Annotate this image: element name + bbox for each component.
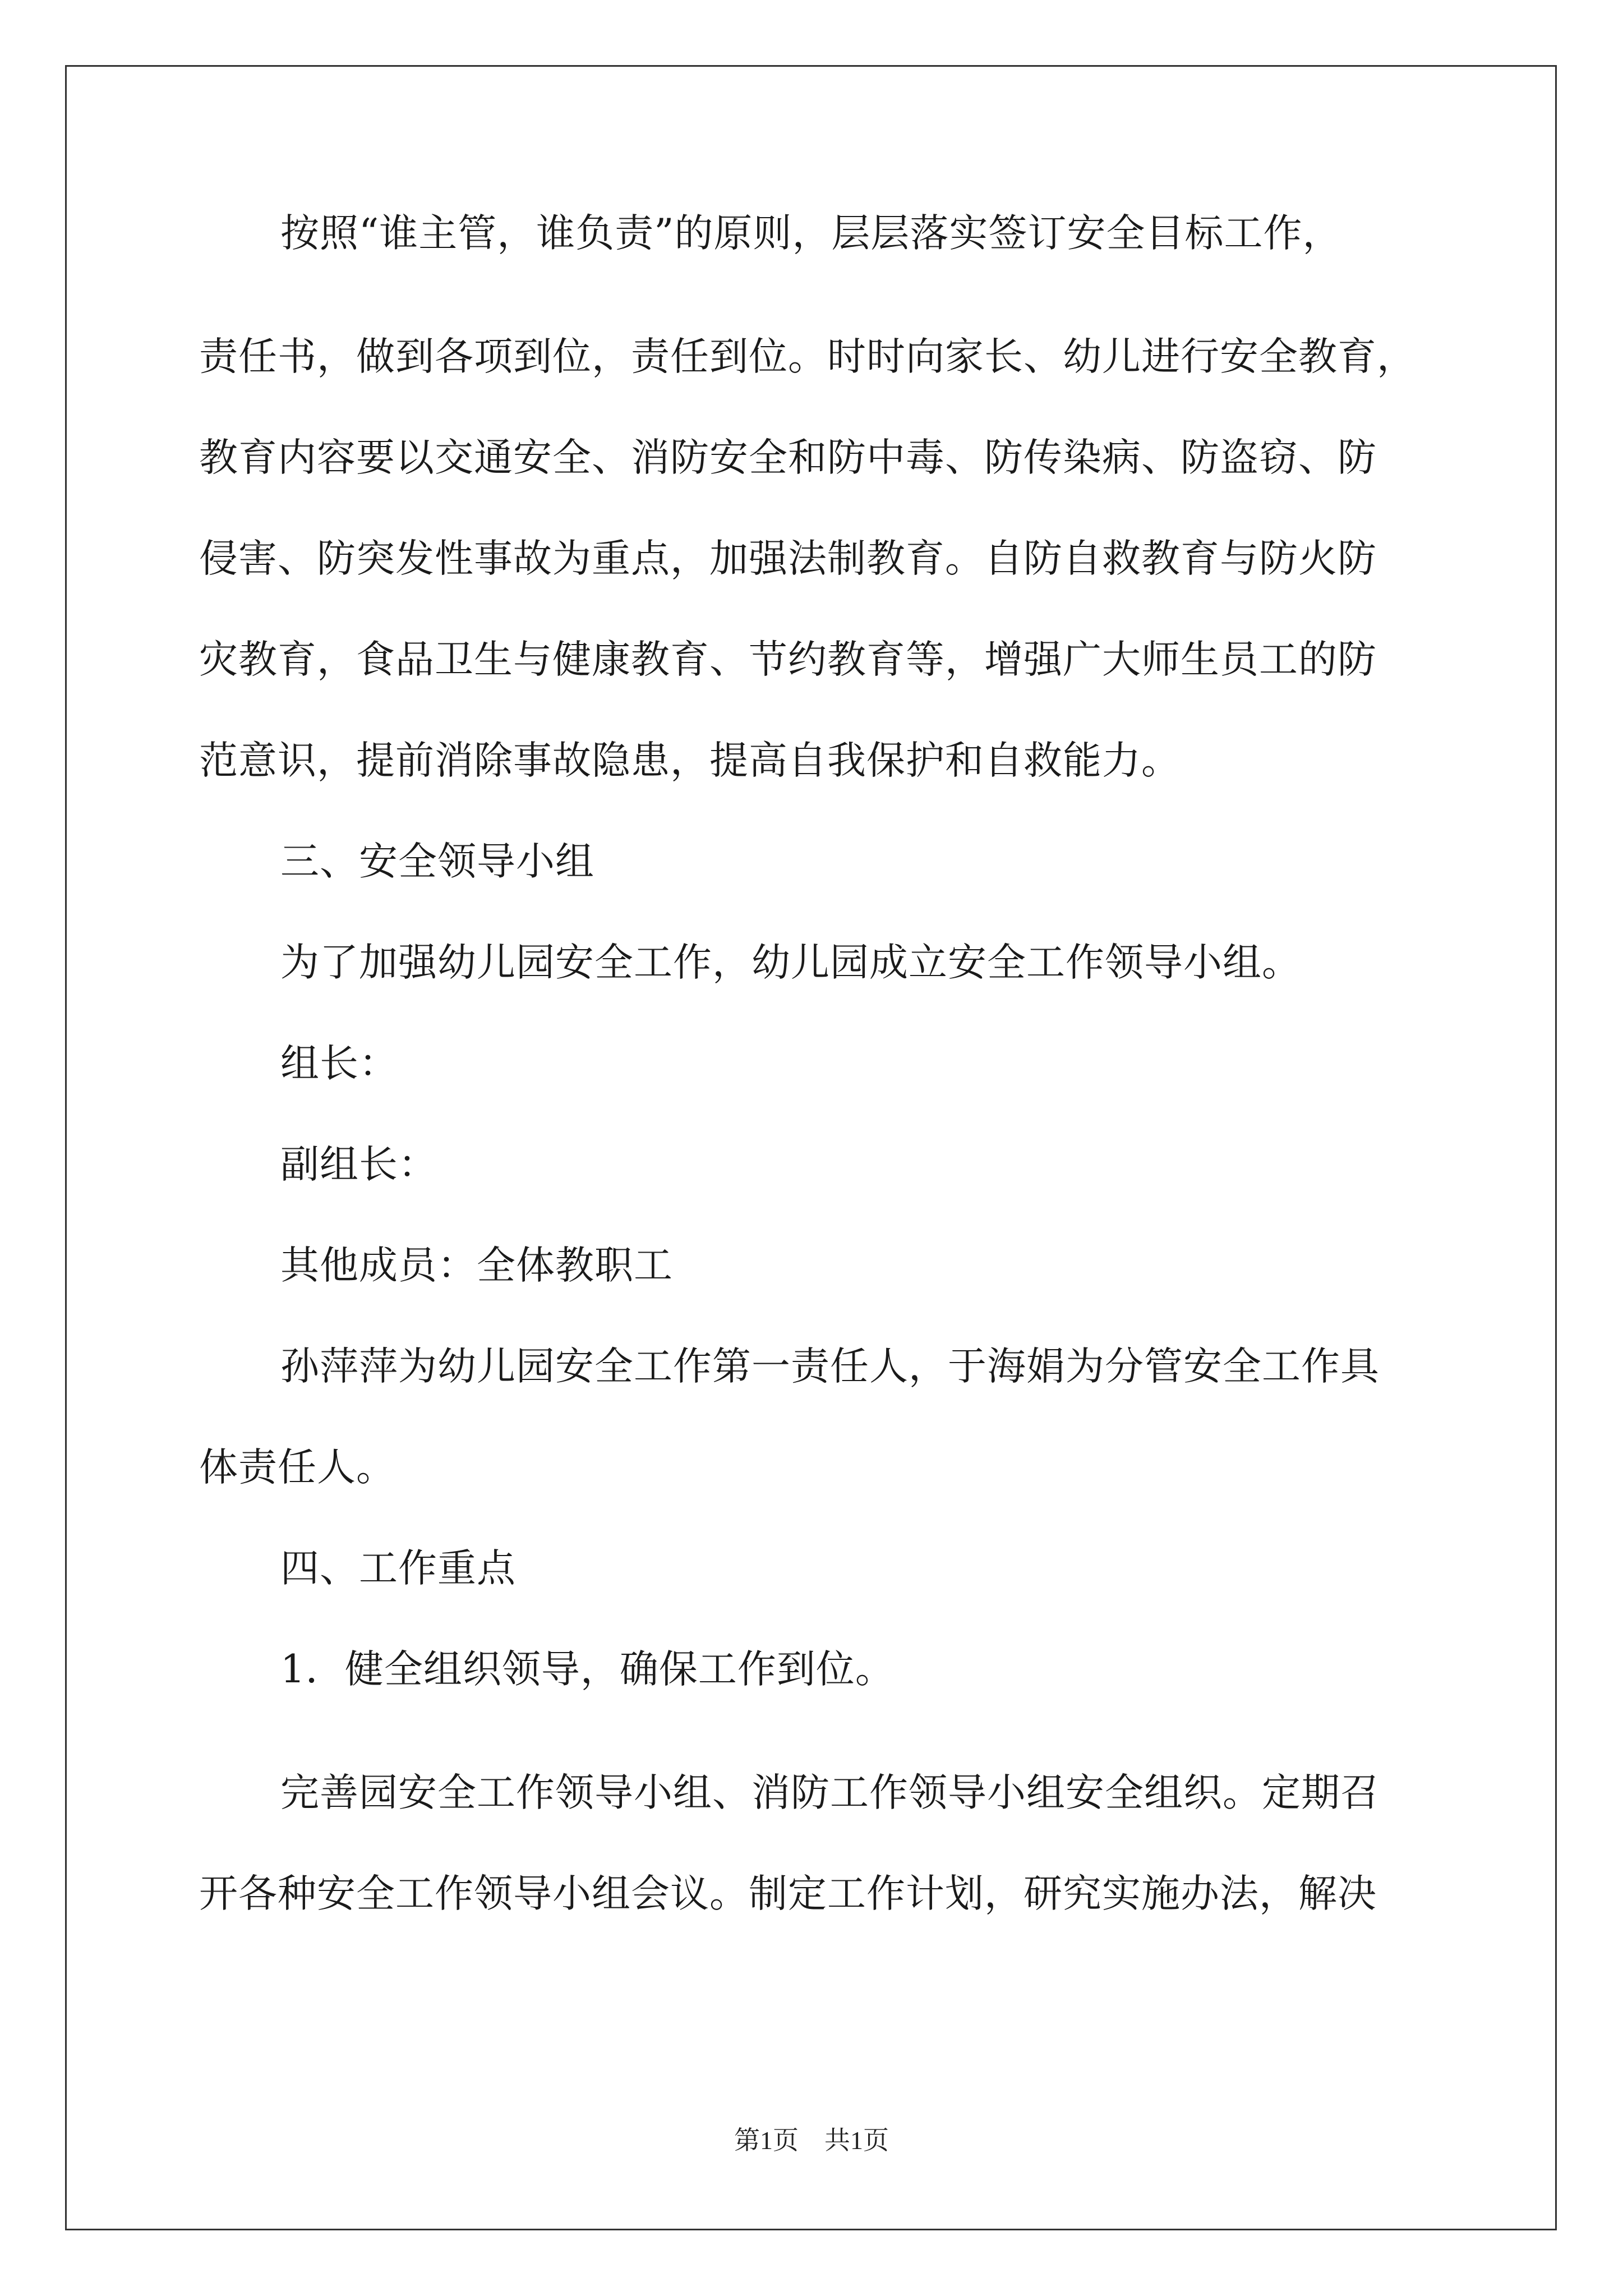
paragraph-line: 完善园安全工作领导小组、消防工作领导小组安全组织。定期召 <box>280 1770 1380 1815</box>
section-heading: 三、安全领导小组 <box>280 839 594 884</box>
paragraph-line: 责任书，做到各项到位，责任到位。时时向家长、幼儿进行安全教育， <box>199 334 1416 379</box>
paragraph-line: 1．健全组织领导，确保工作到位。 <box>280 1647 895 1692</box>
paragraph-line: 范意识，提前消除事故隐患，提高自我保护和自救能力。 <box>199 738 1181 783</box>
paragraph-line: 孙萍萍为幼儿园安全工作第一责任人，于海娟为分管安全工作具 <box>280 1344 1380 1389</box>
paragraph-line: 组长： <box>280 1041 398 1086</box>
page-footer: 第1页 共1页 <box>734 2126 889 2155</box>
paragraph-line: 教育内容要以交通安全、消防安全和防中毒、防传染病、防盗窃、防 <box>199 435 1377 480</box>
section-heading: 四、工作重点 <box>280 1546 516 1591</box>
paragraph-line: 其他成员：全体教职工 <box>280 1243 673 1288</box>
paragraph-line: 按照“谁主管，谁负责”的原则，层层落实签订安全目标工作， <box>280 211 1342 256</box>
paragraph-line: 体责任人。 <box>199 1445 395 1490</box>
paragraph-line: 灾教育，食品卫生与健康教育、节约教育等，增强广大师生员工的防 <box>199 637 1377 682</box>
paragraph-line: 为了加强幼儿园安全工作，幼儿园成立安全工作领导小组。 <box>280 940 1301 985</box>
paragraph-line: 副组长： <box>280 1142 437 1187</box>
paragraph-line: 侵害、防突发性事故为重点，加强法制教育。自防自救教育与防火防 <box>199 536 1377 581</box>
paragraph-line: 开各种安全工作领导小组会议。制定工作计划，研究实施办法，解决 <box>199 1871 1377 1916</box>
